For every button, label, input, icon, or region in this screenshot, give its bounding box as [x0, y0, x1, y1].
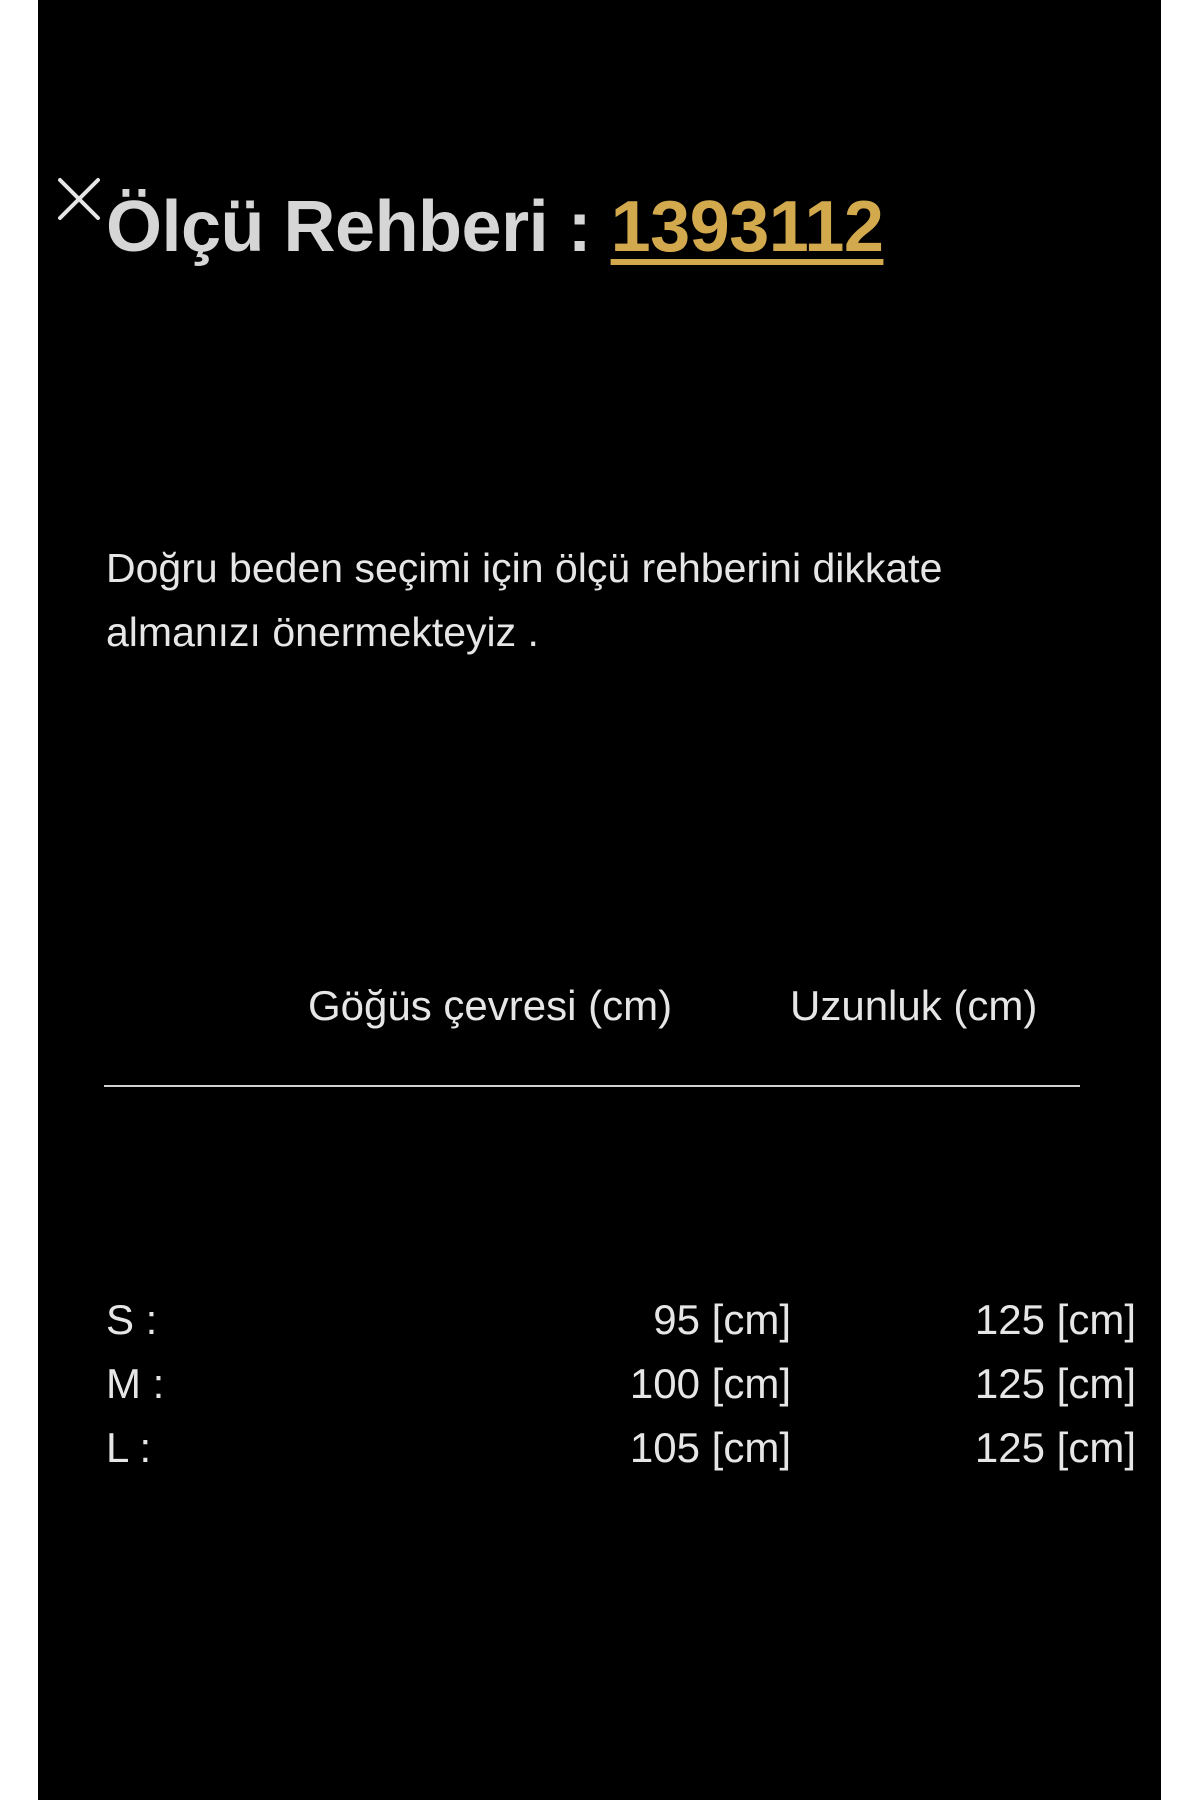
length-value: 125 [cm]	[974, 1424, 1136, 1471]
size-guide-screen	[38, 0, 1161, 1800]
intro-text: Doğru beden seçimi için ölçü rehberini dikkate almanızı önermekteyiz .	[106, 545, 943, 655]
table-row	[106, 1296, 1136, 1360]
table-row	[106, 1360, 1136, 1424]
size-label: L :	[106, 1424, 152, 1471]
chest-value: 95 [cm]	[653, 1296, 791, 1343]
chest-value: 105 [cm]	[629, 1424, 791, 1471]
table-row	[106, 1424, 1136, 1488]
product-code-link[interactable]: 1393112	[610, 187, 884, 267]
title-prefix: Ölçü Rehberi :	[106, 187, 611, 267]
divider	[104, 1085, 1080, 1087]
column-header-length: Uzunluk (cm)	[790, 982, 1038, 1029]
close-button[interactable]	[50, 172, 106, 228]
size-label: S :	[106, 1296, 158, 1343]
close-icon	[50, 172, 106, 228]
chest-value: 100 [cm]	[629, 1360, 791, 1407]
size-table	[106, 1296, 1136, 1488]
column-header-chest: Göğüs çevresi (cm)	[308, 982, 673, 1029]
page-title	[106, 186, 883, 268]
length-value: 125 [cm]	[974, 1296, 1136, 1343]
length-value: 125 [cm]	[974, 1360, 1136, 1407]
size-label: M :	[106, 1360, 165, 1407]
